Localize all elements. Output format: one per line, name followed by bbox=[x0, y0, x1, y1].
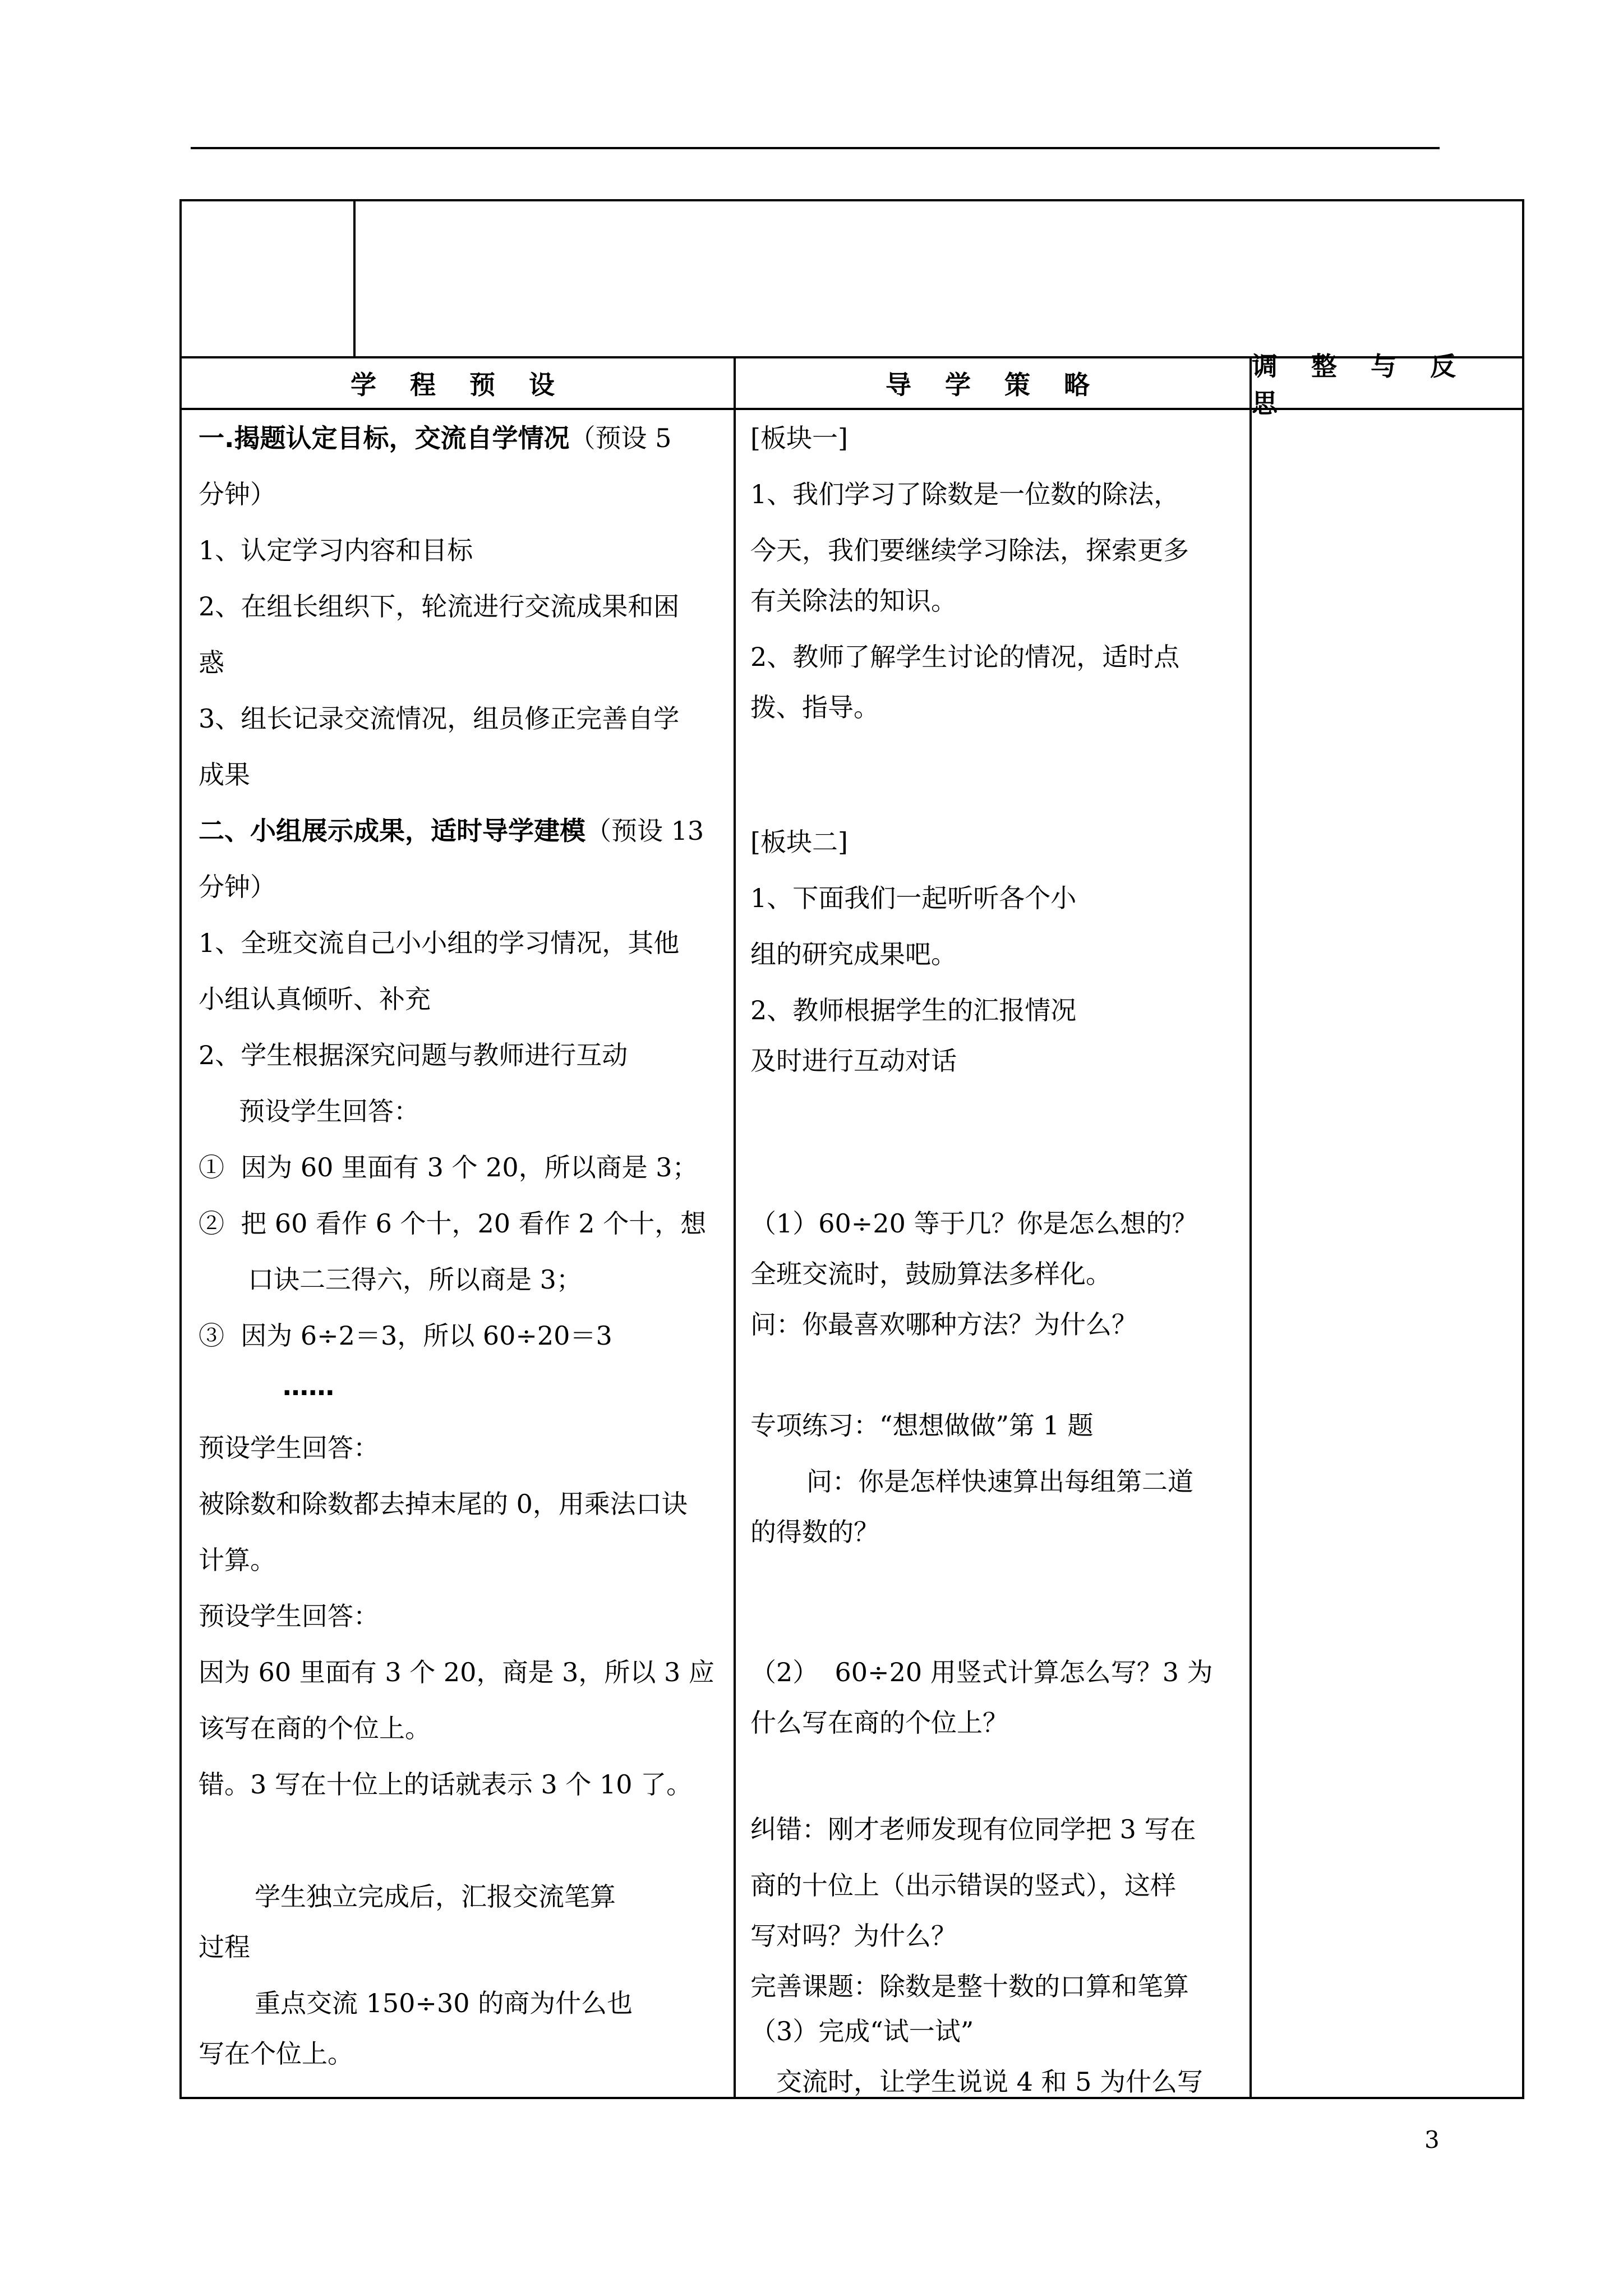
text-line: 预设学生回答： bbox=[199, 1433, 379, 1463]
text-line: 2、在组长组织下，轮流进行交流成果和困 bbox=[199, 591, 680, 622]
text-line: 写对吗？为什么？ bbox=[750, 1921, 957, 1951]
header-learning-process: 学 程 预 设 bbox=[350, 370, 568, 400]
text-line: 预设学生回答： bbox=[199, 1601, 379, 1631]
text-line: 惑 bbox=[199, 647, 224, 678]
text-line: ③ 因为 6÷2＝3，所以 60÷20＝3 bbox=[199, 1320, 612, 1351]
text-line: 及时进行互动对话 bbox=[750, 1046, 957, 1076]
text-line: 小组认真倾听、补充 bbox=[199, 984, 431, 1014]
text-line: 该写在商的个位上。 bbox=[199, 1713, 431, 1743]
text-line: 重点交流 150÷30 的商为什么也 bbox=[255, 1988, 633, 2018]
text-line: 问：你是怎样快速算出每组第二道 bbox=[806, 1466, 1193, 1497]
section-1-title: 一.揭题认定目标，交流自学情况 bbox=[199, 423, 570, 453]
text-line: 纠错：刚才老师发现有位同学把 3 写在 bbox=[750, 1814, 1196, 1844]
section-2-time: （预设 13 bbox=[585, 816, 704, 846]
table-top-left-cell bbox=[182, 201, 356, 356]
text-line: 交流时，让学生说说 4 和 5 为什么写 bbox=[776, 2067, 1204, 2097]
text-line: 2、学生根据深究问题与教师进行互动 bbox=[199, 1040, 628, 1070]
text-line: 的得数的？ bbox=[750, 1517, 879, 1547]
text-line: 成果 bbox=[199, 760, 250, 790]
section-2-heading bbox=[199, 803, 704, 859]
section-2-title: 二、小组展示成果，适时导学建模 bbox=[199, 816, 585, 846]
text-line: 有关除法的知识。 bbox=[750, 586, 957, 616]
text-line: 组的研究成果吧。 bbox=[750, 939, 957, 969]
text-line: 计算。 bbox=[199, 1545, 276, 1575]
section-1-heading bbox=[199, 410, 671, 466]
text-line: 口诀二三得六，所以商是 3； bbox=[248, 1264, 582, 1295]
column-divider-2 bbox=[1249, 358, 1252, 2097]
section-1-time: （预设 5 bbox=[569, 423, 672, 453]
header-adjust-reflect: 调 整 与 反 思 bbox=[1252, 351, 1469, 418]
text-line: 问：你最喜欢哪种方法？为什么？ bbox=[750, 1309, 1137, 1340]
text-line: 专项练习：“想想做做”第 1 题 bbox=[750, 1410, 1094, 1441]
text-line: 过程 bbox=[199, 1932, 250, 1962]
text-line: 2、教师根据学生的汇报情况 bbox=[750, 995, 1077, 1025]
text-line: （3）完成“试一试” bbox=[750, 2016, 974, 2046]
text-line: 分钟） bbox=[199, 479, 276, 509]
text-line: 学生独立完成后，汇报交流笔算 bbox=[255, 1881, 616, 1912]
text-line: 今天，我们要继续学习除法，探索更多 bbox=[750, 535, 1189, 565]
text-line: ① 因为 60 里面有 3 个 20，所以商是 3； bbox=[199, 1152, 698, 1182]
text-line: 写在个位上。 bbox=[199, 2039, 353, 2069]
text-line: 完善课题：除数是整十数的口算和笔算 bbox=[750, 1971, 1189, 2001]
text-line: 全班交流时，鼓励算法多样化。 bbox=[750, 1259, 1112, 1289]
text-line: ② 把 60 看作 6 个十，20 看作 2 个十，想 bbox=[199, 1208, 707, 1239]
block-2-label: [板块二] bbox=[750, 827, 848, 857]
text-line: （1）60÷20 等于几？你是怎么想的？ bbox=[750, 1208, 1198, 1239]
block-1-label: [板块一] bbox=[750, 423, 848, 453]
text-line: （2） 60÷20 用竖式计算怎么写？3 为 bbox=[750, 1657, 1213, 1687]
text-line: 什么写在商的个位上？ bbox=[750, 1708, 1008, 1738]
header-rule bbox=[191, 147, 1440, 149]
table-header-row bbox=[182, 351, 1522, 418]
text-line: 因为 60 里面有 3 个 20，商是 3，所以 3 应 bbox=[199, 1657, 714, 1687]
text-line: 被除数和除数都去掉末尾的 0，用乘法口诀 bbox=[199, 1489, 688, 1519]
text-line: 1、认定学习内容和目标 bbox=[199, 535, 473, 565]
page-number: 3 bbox=[1424, 2126, 1440, 2154]
text-line: 3、组长记录交流情况，组员修正完善自学 bbox=[199, 703, 680, 734]
text-line: 1、下面我们一起听听各个小 bbox=[750, 883, 1077, 913]
lesson-plan-table bbox=[179, 199, 1524, 2099]
text-line: 2、教师了解学生讨论的情况，适时点 bbox=[750, 642, 1180, 672]
text-line: 1、我们学习了除数是一位数的除法， bbox=[750, 479, 1180, 509]
text-line: 预设学生回答： bbox=[239, 1096, 419, 1126]
ellipsis: …… bbox=[283, 1371, 334, 1401]
text-line: 错。3 写在十位上的话就表示 3 个 10 了。 bbox=[199, 1769, 693, 1800]
column-divider-1 bbox=[734, 358, 736, 2097]
text-line: 拨、指导。 bbox=[750, 692, 879, 723]
table-top-row bbox=[182, 201, 1522, 358]
text-line: 1、全班交流自己小小组的学习情况，其他 bbox=[199, 928, 680, 958]
text-line: 分钟） bbox=[199, 872, 276, 902]
text-line: 商的十位上（出示错误的竖式），这样 bbox=[750, 1870, 1176, 1901]
header-guidance-strategy: 导 学 策 略 bbox=[885, 370, 1103, 400]
